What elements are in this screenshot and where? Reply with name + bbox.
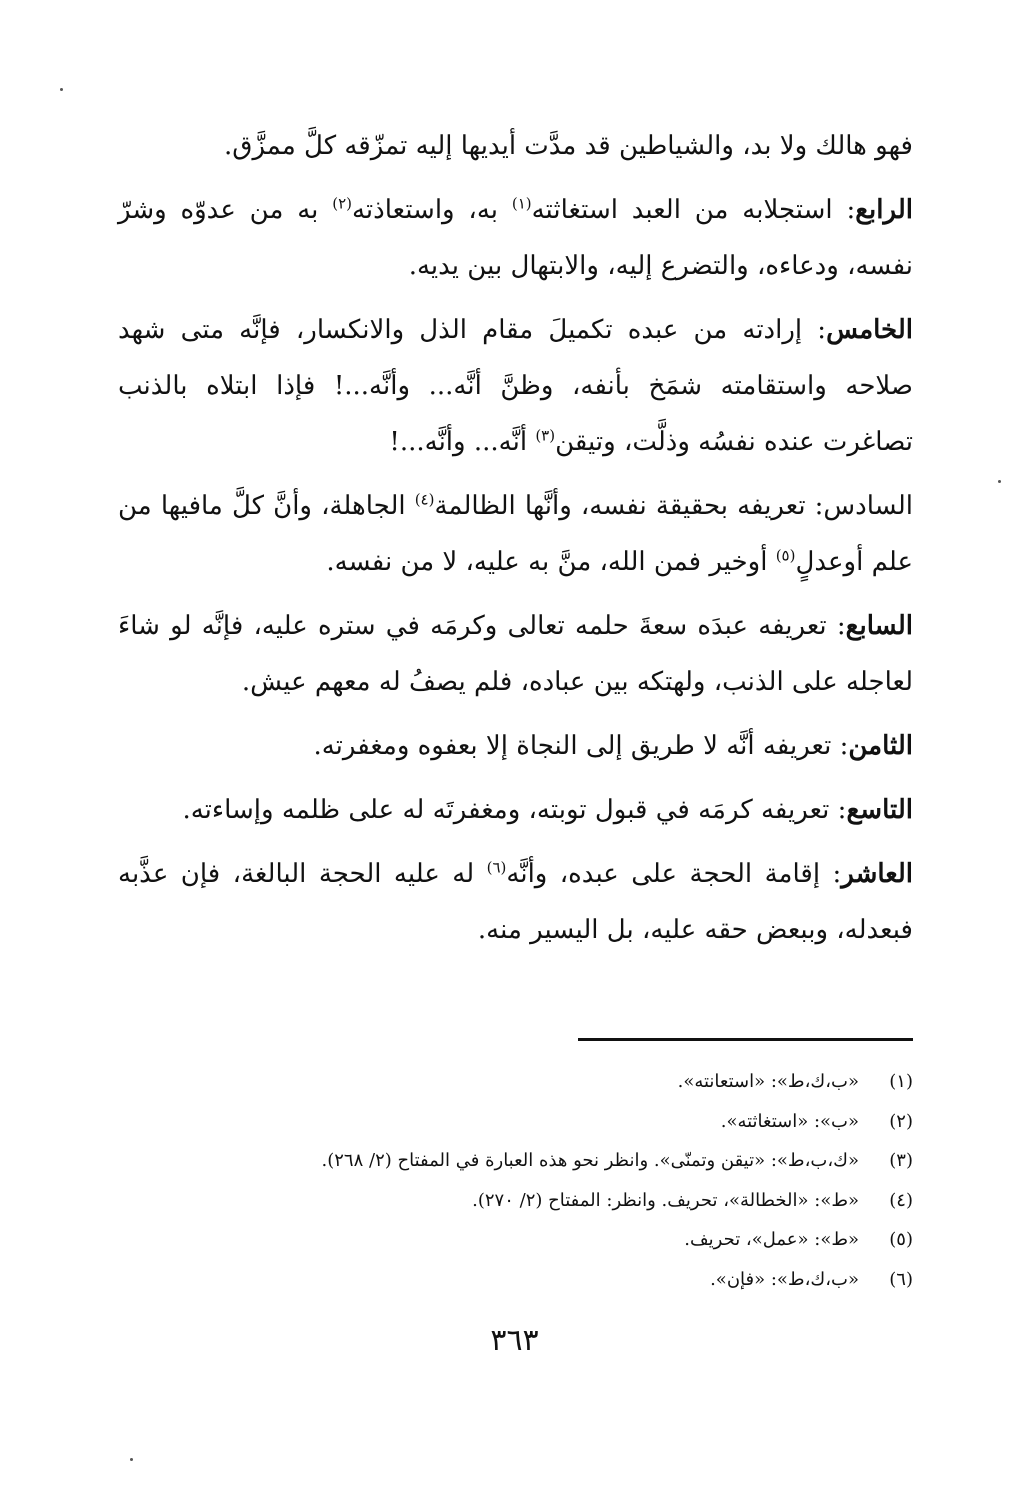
scan-speck [130,1458,133,1461]
page-number: ٣٦٣ [490,1323,539,1358]
paragraph-text: فهو هالك ولا بد، والشياطين قد مدَّت أيديها إليه تمزّقه كلَّ ممزَّق. [224,131,913,161]
footnote-number: (٦) [889,1268,913,1290]
footnote-number: (٣) [889,1150,913,1171]
paragraph-text: به، واستعاذته [351,195,512,225]
footnote-text: «ط»: «عمل»، تحريف. [684,1229,859,1250]
paragraph [118,478,913,590]
paragraph [118,782,913,838]
paragraph-text: أنَّه... وأنَّه...! [389,427,536,457]
section-heading: الخامس [826,315,913,345]
paragraph-text: : إرادته من عبده تكميلَ مقام الذل والانكسار، فإنَّه متى شهد صلاحه واستقامته شمَخ بأنفه، وظنَّ أنَّه... وأنَّه...! فإذا ابتلاه بالذنب تصاغرت عنده نفسُه وذلَّت، وتيقن [118,315,913,457]
footnote-item [118,1102,913,1142]
footnotes [118,1062,913,1299]
paragraph [118,118,913,174]
paragraph-text: له عليه الحجة البالغة، فإن عذَّبه فبعدله، وببعض حقه عليه، بل اليسير منه. [118,859,913,945]
footnote-item [118,1181,913,1221]
footnote-text: «ب،ك،ط»: «فإن». [710,1268,859,1290]
footnote-marker: (٢) [332,194,352,213]
paragraph [118,846,913,958]
paragraph-text: : إقامة الحجة على عبده، وأنَّه [506,859,842,889]
paragraph-text: أوخير فمن الله، منَّ به عليه، لا من نفسه. [326,547,776,577]
footnote-item [118,1260,913,1300]
footnote-marker: (٦) [486,858,507,877]
paragraph-text: : استجلابه من العبد استغاثته [531,195,856,225]
footnote-text: «ب»: «استغاثته». [720,1110,859,1132]
paragraph-text: به من عدوّه وشرّ نفسه، ودعاءه، والتضرع إليه، والابتهال بين يديه. [118,195,913,281]
footnote-marker: (١) [511,194,532,213]
paragraph-text: : تعريفه كرمَه في قبول توبته، ومغفرتَه له على ظلمه وإساءته. [182,795,847,825]
footnote-marker: (٣) [535,426,556,445]
section-heading: التاسع [846,795,913,825]
paragraph [118,302,913,470]
footnote-number: (٥) [889,1229,913,1250]
section-heading: السابع [845,611,913,641]
footnote-number: (١) [889,1071,913,1092]
footnote-text: «ك،ب،ط»: «تيقن وتمنّى». وانظر نحو هذه العبارة في المفتاح (٢/ ٢٦٨). [321,1150,859,1171]
footnote-separator [578,1038,913,1041]
footnote-number: (٤) [889,1189,913,1211]
paragraph-text: : تعريفه أنَّه لا طريق إلى النجاة إلا بعفوه ومغفرته. [313,731,849,761]
footnote-marker: (٤) [414,490,435,509]
footnote-item [118,1141,913,1181]
main-text [118,118,913,966]
paragraph [118,182,913,294]
paragraph [118,598,913,710]
footnote-text: «ط»: «الخطالة»، تحريف. وانظر: المفتاح (٢/ ٢٧٠). [472,1189,859,1211]
paragraph-text: الجاهلة، وأنَّ كلَّ مافيها من علم أوعدلٍ [118,491,913,577]
footnote-marker: (٥) [775,546,796,565]
section-heading: العاشر [841,859,913,889]
scan-speck [60,88,63,91]
paragraph-text: السادس: تعريفه بحقيقة نفسه، وأنَّها الظالمة [434,491,913,521]
scan-speck [998,480,1001,483]
paragraph [118,718,913,774]
section-heading: الثامن [848,731,913,761]
footnote-item [118,1220,913,1260]
footnote-number: (٢) [889,1110,913,1132]
footnote-item [118,1062,913,1102]
section-heading: الرابع [855,195,914,225]
footnote-text: «ب،ك،ط»: «استعانته». [677,1071,859,1092]
paragraph-text: : تعريفه عبدَه سعةَ حلمه تعالى وكرمَه في ستره عليه، فإنَّه لو شاءَ لعاجله على الذنب، ولهتكه بين عباده، فلم يصفُ له معهم عيش. [118,611,913,697]
